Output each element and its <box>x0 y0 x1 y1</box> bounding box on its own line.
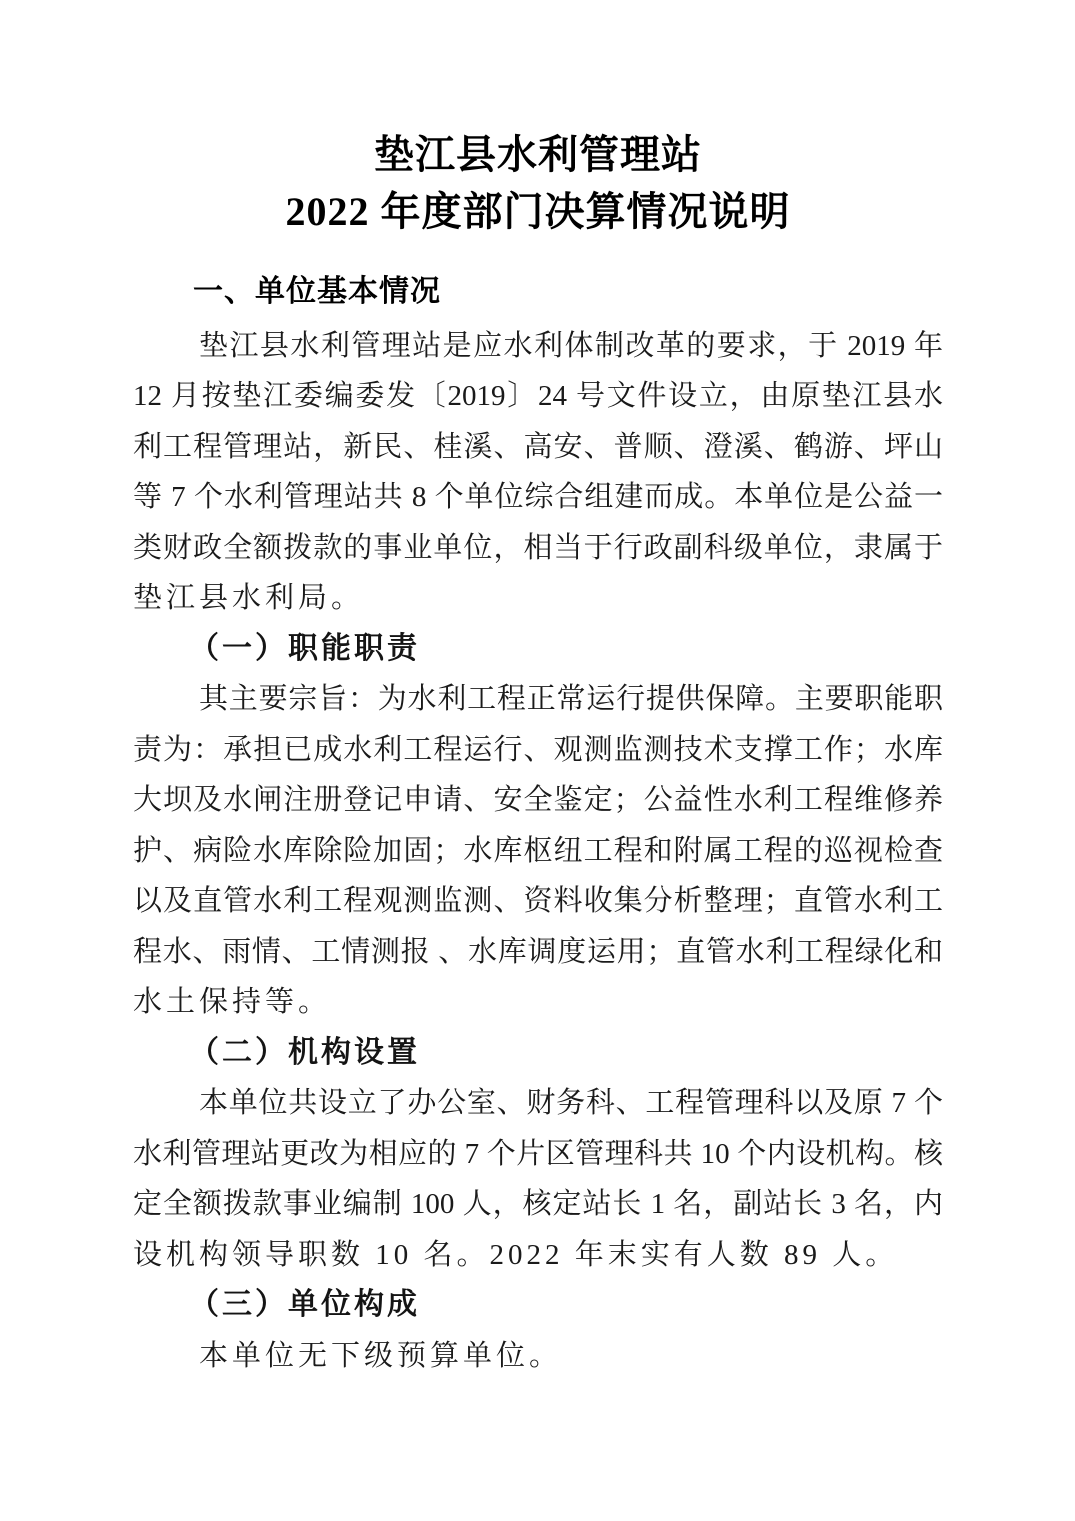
body-line: 水土保持等。 <box>133 986 332 1018</box>
paragraph-composition <box>133 1331 943 1382</box>
paragraph-duties <box>133 674 943 1028</box>
body-line: 以及直管水利工程观测监测、资料收集分析整理；直管水利工 <box>133 885 943 917</box>
body-line: 大坝及水闸注册登记申请、安全鉴定；公益性水利工程维修养 <box>133 784 943 816</box>
subsection-heading-composition: （三）单位构成 <box>189 1288 420 1321</box>
body-line: 定全额拨款事业编制 100 人，核定站长 1 名，副站长 3 名，内 <box>133 1188 943 1220</box>
body-line: 责为：承担已成水利工程运行、观测监测技术支撑工作；水库 <box>133 733 943 766</box>
section-heading-basic-info: 一、单位基本情况 <box>193 275 441 308</box>
subsection-heading-duties: （一）职能职责 <box>189 631 420 665</box>
body-line: 水利管理站更改为相应的 7 个片区管理科共 10 个内设机构。核 <box>133 1137 943 1170</box>
body-line: 12 月按垫江委编委发〔2019〕24 号文件设立，由原垫江县水 <box>133 380 943 412</box>
body-line: 等 7 个水利管理站共 8 个单位综合组建而成。本单位是公益一 <box>133 481 943 513</box>
document-title-line1: 垫江县水利管理站 <box>374 132 702 177</box>
body-line: 护、病险水库除险加固；水库枢纽工程和附属工程的巡视检查 <box>133 834 943 867</box>
body-line: 设机构领导职数 10 名。2022 年末实有人数 89 人。 <box>133 1238 899 1271</box>
body-line: 垫江县水利局。 <box>133 582 365 614</box>
document-title-line2: 2022 年度部门决算情况说明 <box>285 189 791 234</box>
document-title <box>133 126 943 240</box>
body-line: 利工程管理站，新民、桂溪、高安、普顺、澄溪、鹤游、坪山 <box>133 430 943 463</box>
paragraph-organization <box>133 1078 943 1280</box>
body-line: 本单位共设立了办公室、财务科、工程管理科以及原 7 个 <box>199 1087 943 1119</box>
paragraph-establishment <box>133 321 943 624</box>
subsection-heading-organization: （二）机构设置 <box>189 1035 420 1069</box>
body-line: 程水、雨情、工情测报 、水库调度运用；直管水利工程绿化和 <box>133 935 943 968</box>
body-line: 其主要宗旨：为水利工程正常运行提供保障。主要职能职 <box>199 683 943 715</box>
body-line: 类财政全额拨款的事业单位，相当于行政副科级单位，隶属于 <box>133 531 943 564</box>
body-line: 本单位无下级预算单位。 <box>199 1339 563 1372</box>
body-line: 垫江县水利管理站是应水利体制改革的要求，于 2019 年 <box>199 329 943 362</box>
